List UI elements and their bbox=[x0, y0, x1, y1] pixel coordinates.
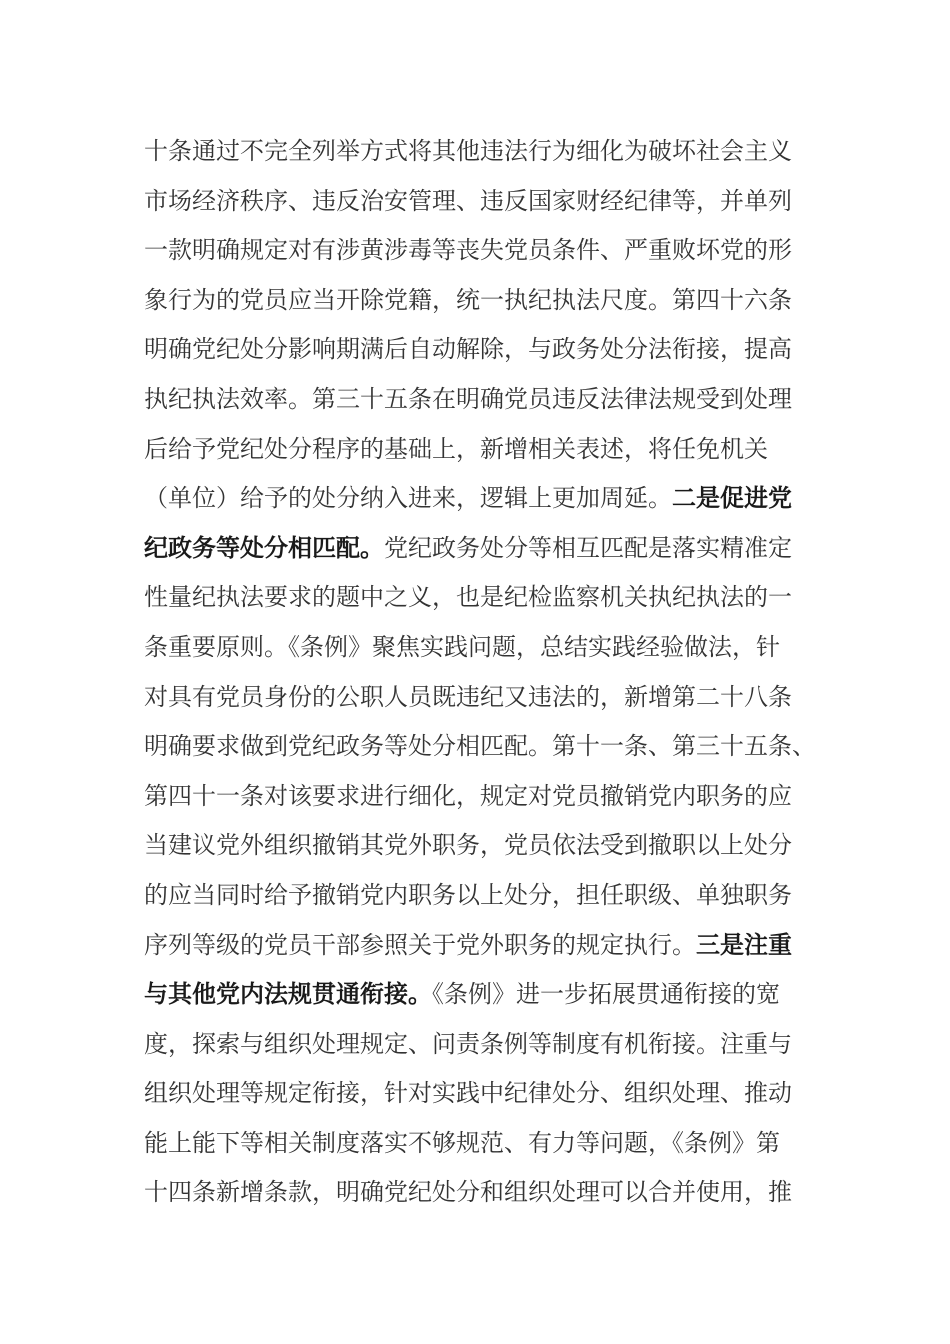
text-line bbox=[144, 425, 824, 475]
body-text: 十四条新增条款，明确党纪处分和组织处理可以合并使用，推 bbox=[144, 1178, 792, 1207]
text-line bbox=[144, 474, 824, 524]
body-text: 十条通过不完全列举方式将其他违法行为细化为破坏社会主义 bbox=[144, 137, 792, 165]
text-line bbox=[144, 1020, 824, 1070]
text-line bbox=[144, 871, 824, 921]
body-text: 一款明确规定对有涉黄涉毒等丧失党员条件、严重败坏党的形 bbox=[144, 236, 792, 265]
bold-heading-text: 二是促进党 bbox=[672, 484, 792, 513]
body-text: 市场经济秩序、违反治安管理、违反国家财经纪律等，并单列 bbox=[144, 186, 792, 215]
body-text: 对具有党员身份的公职人员既违纪又违法的，新增第二十八条 bbox=[144, 682, 792, 711]
body-text: 度，探索与组织处理规定、问责条例等制度有机衔接。注重与 bbox=[144, 1029, 792, 1058]
body-text: 象行为的党员应当开除党籍，统一执纪执法尺度。第四十六条 bbox=[144, 285, 792, 314]
body-text: 党纪政务处分等相互匹配是落实精准定 bbox=[384, 533, 792, 562]
body-text: 后给予党纪处分程序的基础上，新增相关表述，将任免机关 bbox=[144, 434, 768, 463]
body-text: 序列等级的党员干部参照关于党外职务的规定执行。 bbox=[144, 930, 696, 959]
text-line bbox=[144, 177, 824, 227]
text-line bbox=[144, 772, 824, 822]
body-text: 明确党纪处分影响期满后自动解除，与政务处分法衔接，提高 bbox=[144, 335, 792, 364]
body-text: 明确要求做到党纪政务等处分相匹配。第十一条、第三十五条、 bbox=[144, 732, 816, 761]
text-line bbox=[144, 375, 824, 425]
text-line bbox=[144, 127, 824, 177]
body-text: 的应当同时给予撤销党内职务以上处分，担任职级、单独职务 bbox=[144, 880, 792, 909]
text-line bbox=[144, 573, 824, 623]
body-text: 执纪执法效率。第三十五条在明确党员违反法律法规受到处理 bbox=[144, 384, 792, 413]
body-text: 性量纪执法要求的题中之义，也是纪检监察机关执纪执法的一 bbox=[144, 583, 792, 612]
text-line bbox=[144, 722, 824, 772]
text-line bbox=[144, 1168, 824, 1218]
bold-heading-text: 纪政务等处分相匹配。 bbox=[144, 533, 384, 562]
text-line bbox=[144, 821, 824, 871]
body-text: （单位）给予的处分纳入进来，逻辑上更加周延。 bbox=[144, 484, 672, 513]
bold-heading-text: 与其他党内法规贯通衔接。 bbox=[144, 980, 432, 1009]
body-text: 当建议党外组织撤销其党外职务，党员依法受到撤职以上处分 bbox=[144, 831, 792, 860]
text-line bbox=[144, 970, 824, 1020]
text-line bbox=[144, 524, 824, 574]
text-line bbox=[144, 623, 824, 673]
text-line bbox=[144, 673, 824, 723]
text-line bbox=[144, 226, 824, 276]
body-text: 组织处理等规定衔接，针对实践中纪律处分、组织处理、推动 bbox=[144, 1079, 792, 1108]
body-text: 条重要原则。《条例》聚焦实践问题，总结实践经验做法，针 bbox=[144, 632, 780, 661]
body-text: 能上能下等相关制度落实不够规范、有力等问题，《条例》第 bbox=[144, 1128, 780, 1157]
text-line bbox=[144, 1119, 824, 1169]
text-line bbox=[144, 276, 824, 326]
text-line bbox=[144, 325, 824, 375]
body-text: 第四十一条对该要求进行细化，规定对党员撤销党内职务的应 bbox=[144, 781, 792, 810]
text-line bbox=[144, 1069, 824, 1119]
text-line bbox=[144, 921, 824, 971]
body-paragraph bbox=[144, 127, 824, 1218]
body-text: 《条例》进一步拓展贯通衔接的宽 bbox=[432, 980, 780, 1009]
bold-heading-text: 三是注重 bbox=[696, 930, 792, 959]
